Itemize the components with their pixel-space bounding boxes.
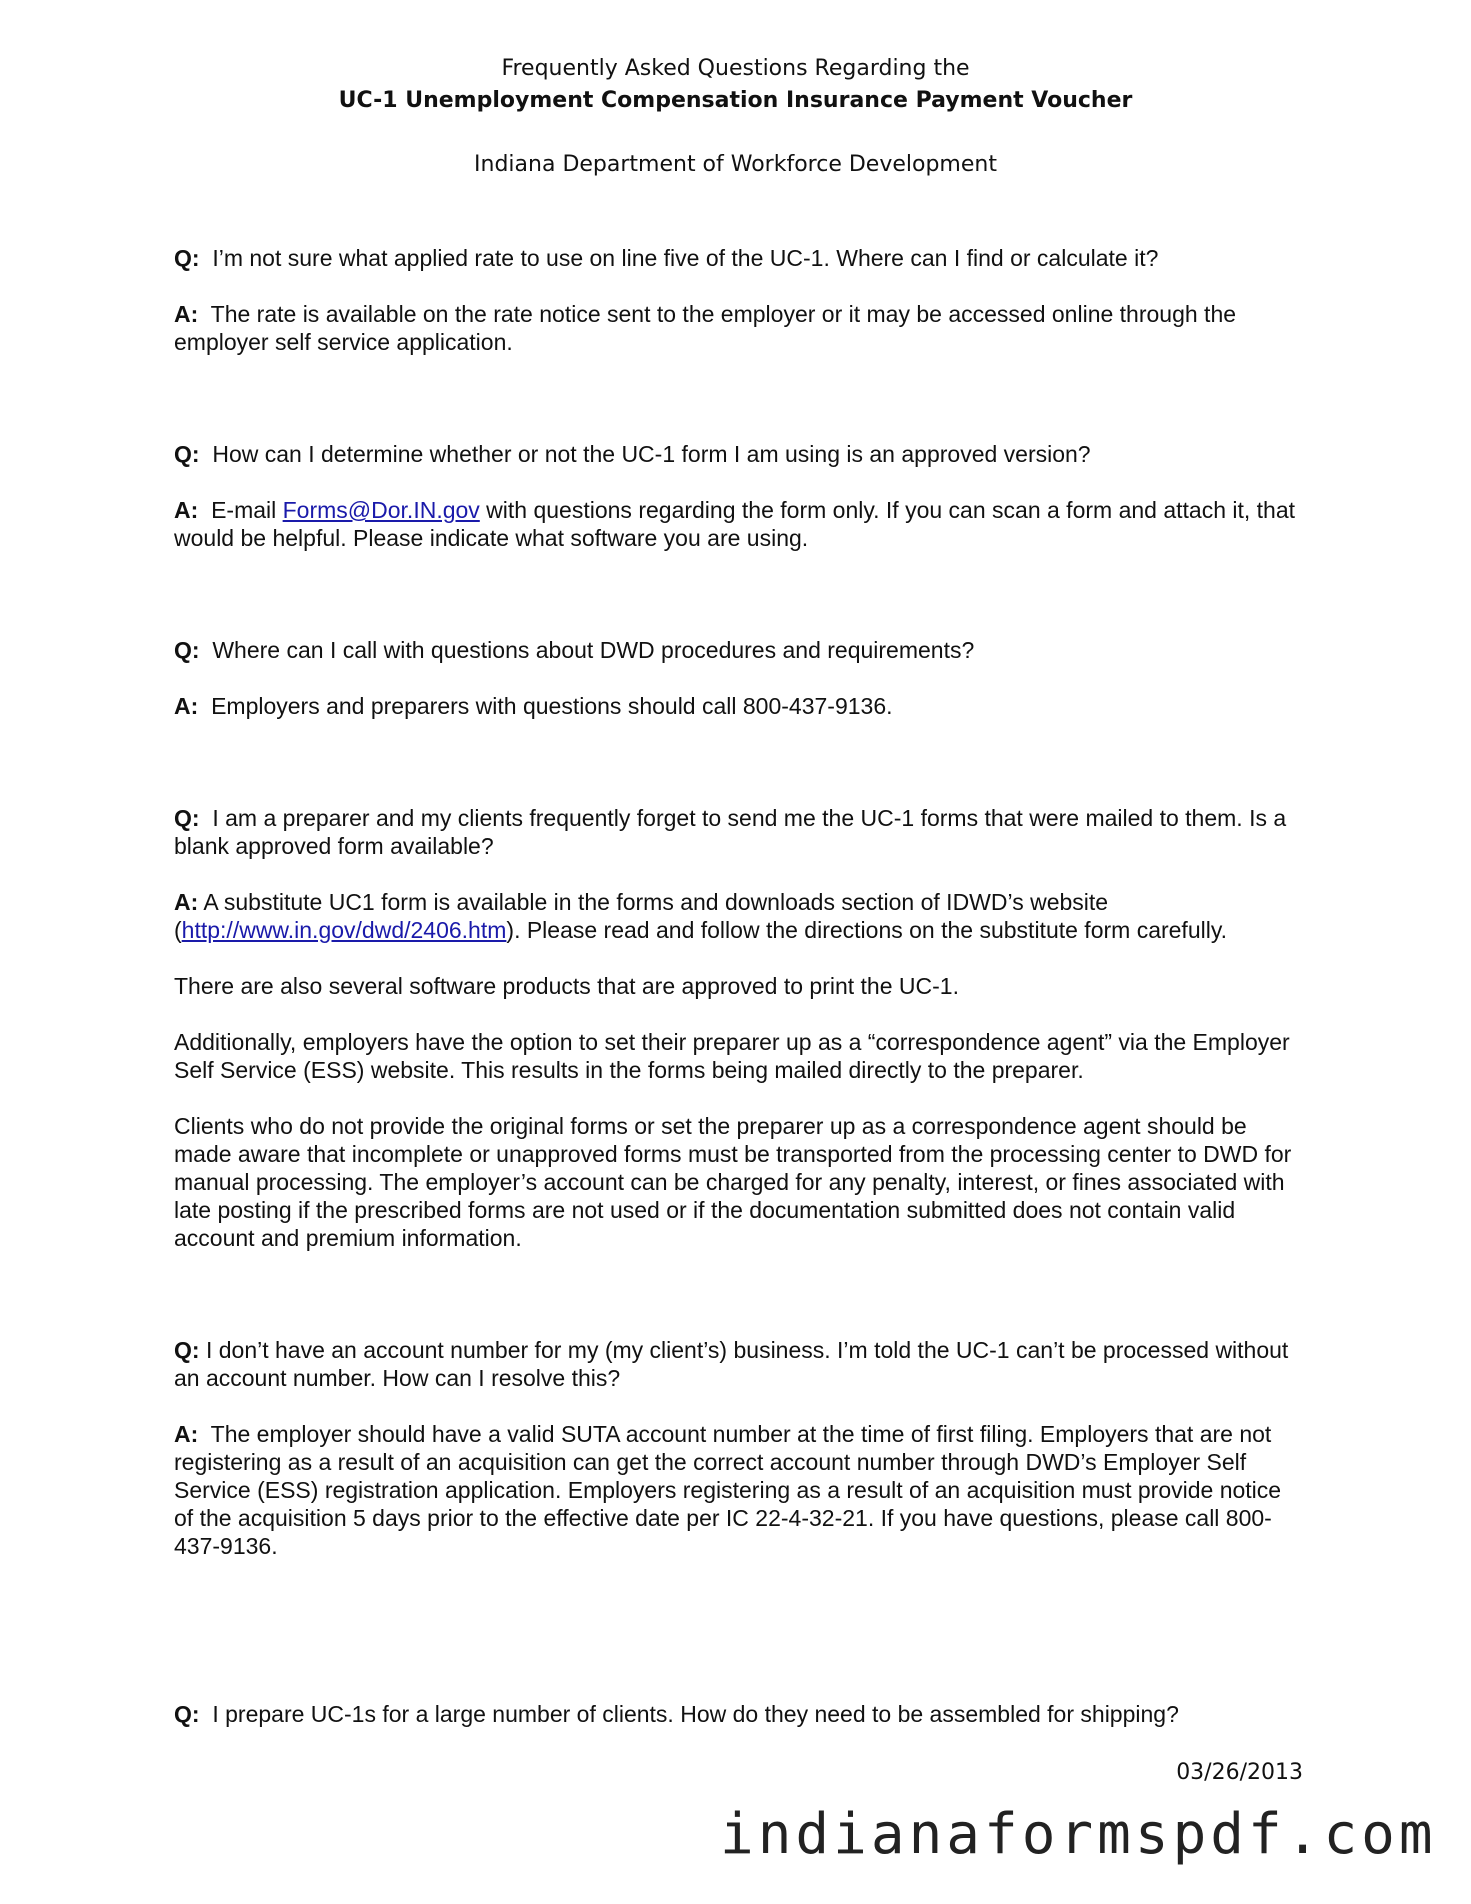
a-label: A:	[174, 1421, 199, 1447]
faq-answer-2	[174, 496, 1304, 552]
faq-question-1	[174, 244, 1304, 272]
q-label: Q:	[174, 1701, 200, 1727]
question-text: How can I determine whether or not the UC-1 form I am using is an approved version?	[212, 441, 1091, 467]
q-label: Q:	[174, 805, 200, 831]
question-text: Where can I call with questions about DWD procedures and requirements?	[212, 637, 975, 663]
answer-4-paragraph-4: Clients who do not provide the original forms or set the preparer up as a correspondence agent should be made aware that incomplete or unapproved forms must be transported from the processing center to DWD for manual processing. The employer’s account can be charged for any penalty, interest, or fines associated with late posting if the prescribed forms are not used or if the documentation submitted does not contain valid account and premium information.	[174, 1113, 1292, 1251]
a-label: A:	[174, 889, 199, 915]
q-label: Q:	[174, 637, 200, 663]
answer-4-paragraph-3: Additionally, employers have the option to set their preparer up as a “correspondence agent” via the Employer Self Service (ESS) website. This results in the forms being mailed directly to the preparer.	[174, 1029, 1290, 1083]
question-text: I am a preparer and my clients frequently forget to send me the UC-1 forms that were mailed to them. Is a blank approved form available?	[174, 805, 1287, 859]
q-label: Q:	[174, 441, 200, 467]
department-name: Indiana Department of Workforce Development	[474, 152, 997, 177]
answer-text-post: ). Please read and follow the directions on the substitute form carefully.	[506, 917, 1228, 943]
answer-text-post: with questions regarding the form only. If you can scan a form and attach it, that would be helpful. Please indicate what software you are using.	[174, 497, 1296, 551]
faq-question-5	[174, 1336, 1304, 1392]
faq-question-2	[174, 440, 1304, 468]
a-label: A:	[174, 301, 199, 327]
answer-text: The employer should have a valid SUTA account number at the time of first filing. Employers that are not registering as a result of an acquisition can get the correct account number through DWD’s Employer Self Service (ESS) registration application. Employers registering as a result of an acquisition must provide notice of the acquisition 5 days prior to the effective date per IC 22-4-32-21. If you have questions, please call 800-437-9136.	[174, 1421, 1282, 1559]
watermark: indianaformspdf.com	[720, 1802, 1437, 1867]
q-label: Q:	[174, 245, 200, 271]
email-link[interactable]: Forms@Dor.IN.gov	[282, 497, 480, 523]
faq-answer-3	[174, 692, 1304, 720]
question-text: I don’t have an account number for my (my client’s) business. I’m told the UC-1 can’t be processed without an account number. How can I resolve this?	[174, 1337, 1289, 1391]
answer-text: The rate is available on the rate notice sent to the employer or it may be accessed online through the employer self service application.	[174, 301, 1237, 355]
faq-answer-1	[174, 300, 1304, 356]
document-date: 03/26/2013	[1176, 1760, 1303, 1785]
faq-answer-5	[174, 1420, 1304, 1560]
answer-text-pre: A substitute UC1 form is available in the forms and downloads section of IDWD’s website (	[174, 889, 1109, 943]
answer-text: Employers and preparers with questions should call 800-437-9136.	[211, 693, 893, 719]
faq-answer-4	[174, 888, 1304, 944]
faq-question-6	[174, 1700, 1304, 1728]
q-label: Q:	[174, 1337, 200, 1363]
website-link[interactable]: http://www.in.gov/dwd/2406.htm	[181, 917, 507, 943]
a-label: A:	[174, 497, 199, 523]
document-title: UC-1 Unemployment Compensation Insurance Payment Voucher	[338, 88, 1133, 113]
header-line-1: Frequently Asked Questions Regarding the	[501, 56, 970, 81]
question-text: I’m not sure what applied rate to use on line five of the UC-1. Where can I find or calculate it?	[212, 245, 1159, 271]
answer-4-paragraph-2: There are also several software products that are approved to print the UC-1.	[174, 973, 959, 999]
a-label: A:	[174, 693, 199, 719]
faq-question-3	[174, 636, 1304, 664]
answer-text-pre: E-mail	[211, 497, 283, 523]
faq-question-4	[174, 804, 1304, 860]
question-text: I prepare UC-1s for a large number of clients. How do they need to be assembled for shipping?	[212, 1701, 1179, 1727]
